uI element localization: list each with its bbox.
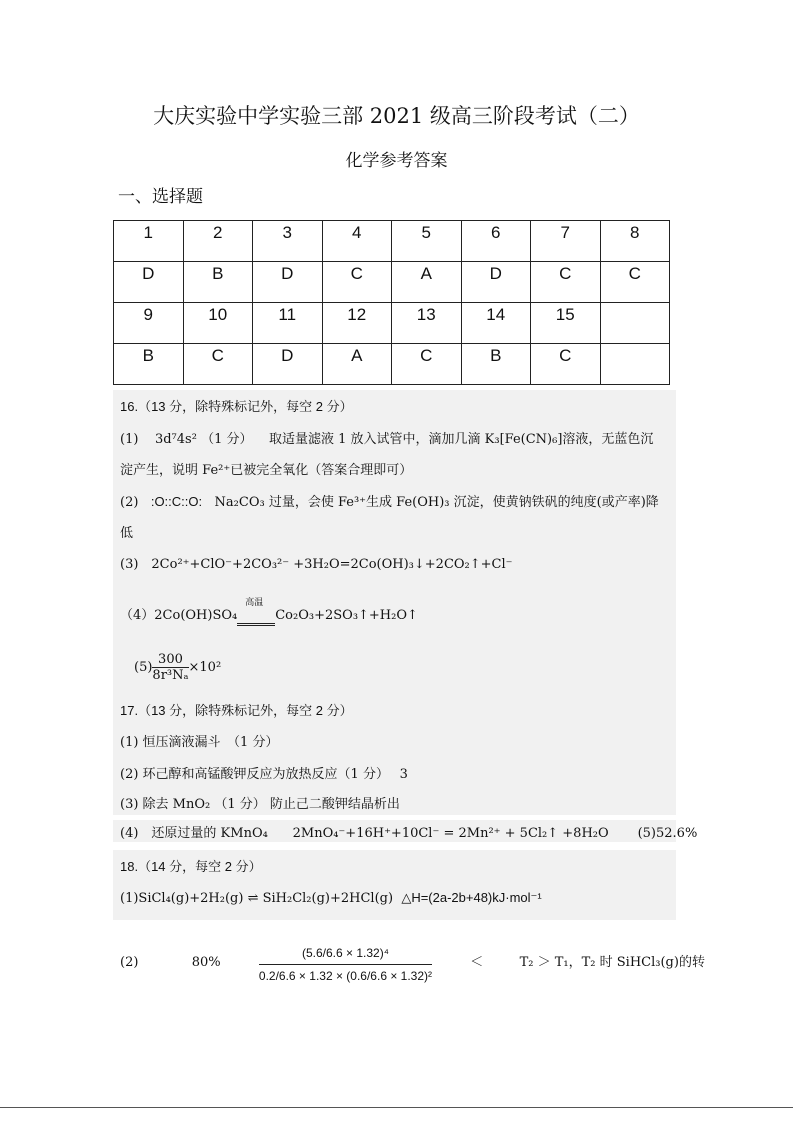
table-row xyxy=(114,262,670,303)
answer-text: (4) 还原过量的 KMnO₄ xyxy=(120,826,268,841)
label: （4）2Co(OH)SO₄ xyxy=(120,608,238,623)
table-cell: C xyxy=(600,262,670,303)
fraction xyxy=(152,652,188,683)
denominator: 0.2/6.6 × 1.32 × (0.6/6.6 × 1.32)² xyxy=(258,969,433,983)
table-cell xyxy=(600,344,670,385)
label: (1) xyxy=(120,432,139,447)
answer-text: T₂ ＞ T₁，T₂ 时 SiHCl₃(g)的转 xyxy=(519,955,705,970)
label: (2) xyxy=(120,955,139,970)
q18-part1 xyxy=(120,890,542,906)
table-cell: 6 xyxy=(461,221,531,262)
q16-part4 xyxy=(120,598,418,626)
equation: 2MnO₄⁻+16H⁺+10Cl⁻ = 2Mn²⁺ + 5Cl₂↑ +8H₂O xyxy=(292,826,609,841)
table-cell: C xyxy=(322,262,392,303)
enthalpy: △H=(2a-2b+48)kJ·mol⁻¹ xyxy=(401,890,542,905)
table-cell: 10 xyxy=(183,303,253,344)
answer-text: Na₂CO₃ 过量，会使 Fe³⁺生成 Fe(OH)₃ 沉淀，使黄钠铁矾的纯度(或产率)降 xyxy=(214,495,659,510)
page-border xyxy=(0,1107,793,1108)
table-cell: 7 xyxy=(531,221,601,262)
reaction-condition: 高温 xyxy=(245,598,264,608)
q16-part1 xyxy=(120,428,653,447)
table-cell: 1 xyxy=(114,221,184,262)
table-cell: 15 xyxy=(531,303,601,344)
q16-part1-cont: 淀产生，说明 Fe²⁺已被完全氧化（答案合理即可） xyxy=(120,463,413,478)
table-cell: C xyxy=(392,344,462,385)
equation: (1)SiCl₄(g)+2H₂(g) ⇌ SiH₂Cl₂(g)+2HCl(g) xyxy=(120,891,394,906)
equation-products: Co₂O₃+2SO₃↑+H₂O↑ xyxy=(275,608,418,623)
numerator: 300 xyxy=(152,652,188,668)
q16-part2 xyxy=(120,491,659,510)
table-row xyxy=(114,344,670,385)
table-row xyxy=(114,221,670,262)
score: （1 分） xyxy=(201,432,253,447)
q16-part5 xyxy=(134,652,221,683)
table-cell: D xyxy=(114,262,184,303)
comparison: ＜ xyxy=(470,955,484,970)
table-cell: D xyxy=(461,262,531,303)
q18-header: 18.（14 分，每空 2 分） xyxy=(120,859,262,874)
label: (2) xyxy=(120,495,139,510)
table-cell: B xyxy=(461,344,531,385)
table-cell: C xyxy=(183,344,253,385)
q16-part2-cont: 低 xyxy=(120,526,134,541)
electron-config: 3d⁷4s² xyxy=(154,432,197,447)
section-heading: 一、选择题 xyxy=(118,187,203,207)
table-cell: 9 xyxy=(114,303,184,344)
table-cell: 14 xyxy=(461,303,531,344)
table-cell: 13 xyxy=(392,303,462,344)
table-cell: 4 xyxy=(322,221,392,262)
multiplier: ×10² xyxy=(188,660,222,675)
q17-part4 xyxy=(120,822,697,841)
answer-table xyxy=(113,220,670,385)
table-cell: B xyxy=(114,344,184,385)
table-row xyxy=(114,303,670,344)
label: (5) xyxy=(134,660,153,675)
table-cell: D xyxy=(253,344,323,385)
table-cell: 5 xyxy=(392,221,462,262)
table-cell: A xyxy=(322,344,392,385)
equilibrium-constant-fraction xyxy=(259,942,432,983)
denominator: 8r³Nₐ xyxy=(152,668,189,683)
table-cell: B xyxy=(183,262,253,303)
document-subtitle: 化学参考答案 xyxy=(345,151,448,171)
table-cell xyxy=(600,303,670,344)
highlight-block xyxy=(113,390,676,815)
document-title: 大庆实验中学实验三部 2021 级高三阶段考试（二） xyxy=(153,104,640,128)
table-cell: C xyxy=(531,344,601,385)
electron-formula: :O::C::O: xyxy=(150,494,203,509)
table-cell: D xyxy=(253,262,323,303)
table-cell: C xyxy=(531,262,601,303)
q16-header: 16.（13 分，除特殊标记外，每空 2 分） xyxy=(120,399,353,414)
answer-text: 取适量滤液 1 放入试管中，滴加几滴 K₃[Fe(CN)₆]溶液，无蓝色沉 xyxy=(269,432,654,447)
table-cell: 2 xyxy=(183,221,253,262)
q17-part2: (2) 环己醇和高锰酸钾反应为放热反应（1 分） 3 xyxy=(120,767,408,782)
table-cell: 11 xyxy=(253,303,323,344)
q18-part2 xyxy=(120,942,705,983)
q17-part3: (3) 除去 MnO₂ （1 分） 防止己二酸钾结晶析出 xyxy=(120,797,400,812)
percentage: 80% xyxy=(191,955,221,970)
table-cell: 12 xyxy=(322,303,392,344)
numerator: (5.6/6.6 × 1.32)⁴ xyxy=(259,942,432,965)
table-cell: A xyxy=(392,262,462,303)
q16-part3: (3) 2Co²⁺+ClO⁻+2CO₃²⁻ +3H₂O=2Co(OH)₃↓+2CO₂↑+Cl⁻ xyxy=(120,557,513,572)
q17-part5: (5)52.6% xyxy=(637,826,698,841)
table-cell: 8 xyxy=(600,221,670,262)
table-cell: 3 xyxy=(253,221,323,262)
q17-header: 17.（13 分，除特殊标记外，每空 2 分） xyxy=(120,703,353,718)
q17-part1: (1) 恒压滴液漏斗 （1 分） xyxy=(120,735,279,750)
